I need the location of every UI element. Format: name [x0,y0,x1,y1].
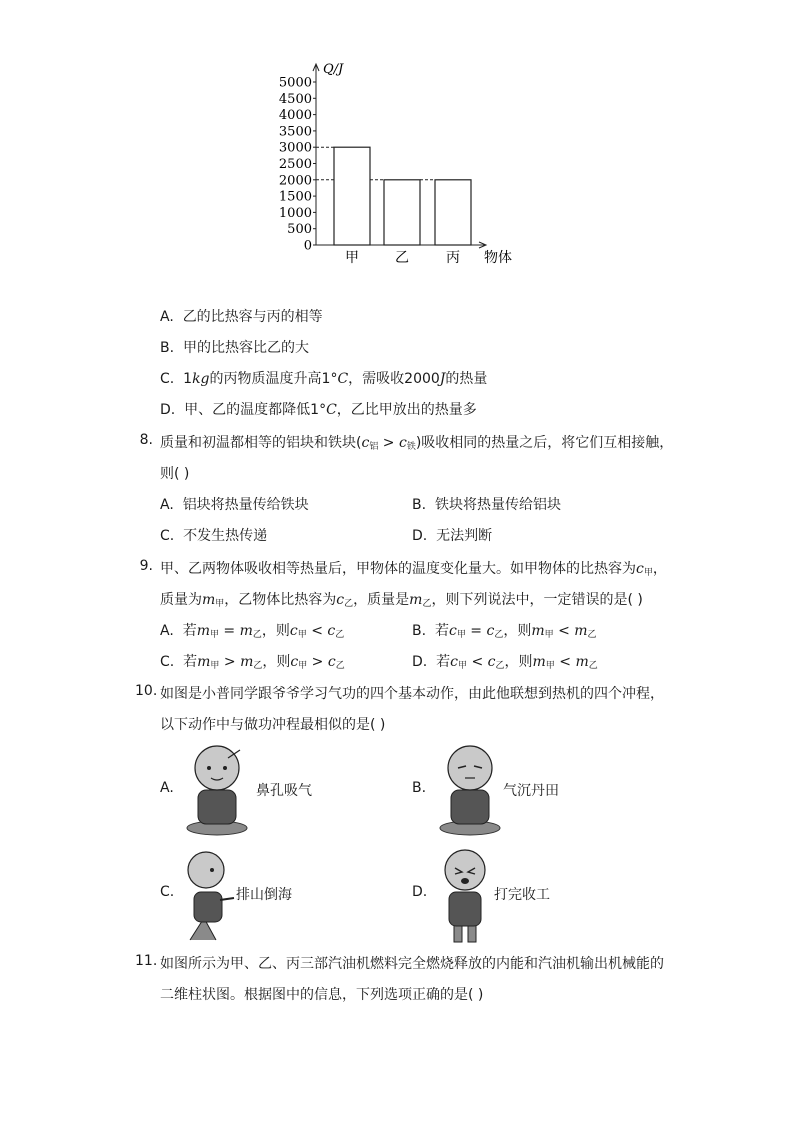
q10-option-a[interactable]: A. [160,780,174,796]
q10-option-c[interactable]: C. [160,884,175,900]
y-tick-label: 0 [303,238,312,254]
y-tick-label: 4000 [278,108,312,124]
q10-option-a-label: 鼻孔吸气 [256,783,312,799]
q9-option-a[interactable]: A. 若$m_甲 = m_乙$，则$c_甲 < c_乙$ [160,623,345,640]
q8-option-a[interactable]: A. 铝块将热量传给铁块 [160,497,309,513]
q7-option-d[interactable]: D. 甲、乙的温度都降低1°C，乙比甲放出的热量多 [160,402,477,418]
q8-option-b[interactable]: B. 铁块将热量传给铝块 [412,497,561,513]
y-axis-label: Q/J [323,62,344,77]
y-tick-label: 2000 [278,173,312,189]
q11-stem-line2: 二维柱状图。根据图中的信息，下列选项正确的是( ) [160,987,484,1003]
q10-option-c-label: 排山倒海 [236,887,292,903]
q11-stem-line1: 如图所示为甲、乙、丙三部汽油机燃料完全燃烧释放的内能和汽油机输出机械能的 [160,956,664,972]
q8-stem-line1: 质量和初温都相等的铝块和铁块$(c_铝 > c_铁)$吸收相同的热量之后，将它们互相接触， [160,435,674,452]
x-category-label: 丙 [446,250,460,266]
pushing-cartoon-figure [180,848,236,944]
y-tick-label: 3000 [278,140,312,156]
bar [334,147,370,245]
q9-option-d[interactable]: D. 若$c_甲 < c_乙$，则$m_甲 < m_乙$ [412,654,598,671]
q10-option-d[interactable]: D. [412,884,428,900]
q8-stem-line2: 则( ) [160,466,190,482]
q8-number: 8. [139,432,153,448]
q9-stem-line1: 甲、乙两物体吸收相等热量后，甲物体的温度变化量大。如甲物体的比热容为$c_甲$， [160,561,667,578]
x-category-label: 甲 [345,250,359,266]
y-tick-label: 5000 [278,75,312,91]
heat-bar-chart [270,55,530,270]
q10-stem-line1: 如图是小普同学跟爷爷学习气功的四个基本动作，由此他联想到热机的四个冲程， [160,686,664,702]
bar [384,180,420,245]
standing-cartoon-figure [436,848,494,944]
q9-stem-line2: 质量为$m_甲$，乙物体比热容为$c_乙$，质量是$m_乙$，则下列说法中，一定错误的是( ) [160,592,643,609]
bar [435,180,471,245]
q7-option-b[interactable]: B. 甲的比热容比乙的大 [160,340,309,356]
q8-option-d[interactable]: D. 无法判断 [412,528,493,544]
q11-number: 11. [135,953,158,969]
q8-option-c[interactable]: C. 不发生热传递 [160,528,268,544]
y-tick-label: 500 [287,222,312,238]
breathing-cartoon-figure [184,742,250,837]
y-tick-label: 2500 [278,157,312,172]
x-axis-label: 物体 [484,250,512,266]
y-tick-label: 1500 [278,189,312,205]
q10-option-b[interactable]: B. [412,780,427,796]
q10-option-d-label: 打完收工 [494,887,550,903]
q7-option-a[interactable]: A. 乙的比热容与丙的相等 [160,309,323,325]
q7-option-c[interactable]: C. 1kg的丙物质温度升高1°C，需吸收2000J的热量 [160,371,488,387]
y-tick-label: 3500 [278,124,312,140]
q10-option-b-label: 气沉丹田 [503,783,559,799]
q9-number: 9. [139,558,153,574]
q9-option-c[interactable]: C. 若$m_甲 > m_乙$，则$c_甲 > c_乙$ [160,654,345,671]
y-tick-label: 4500 [278,91,312,107]
q10-stem-line2: 以下动作中与做功冲程最相似的是( ) [160,717,386,733]
q10-number: 10. [135,683,158,699]
x-category-label: 乙 [395,250,409,266]
q9-option-b[interactable]: B. 若$c_甲 = c_乙$，则$m_甲 < m_乙$ [412,623,597,640]
meditating-cartoon-figure [437,742,503,837]
y-tick-label: 1000 [278,205,312,221]
